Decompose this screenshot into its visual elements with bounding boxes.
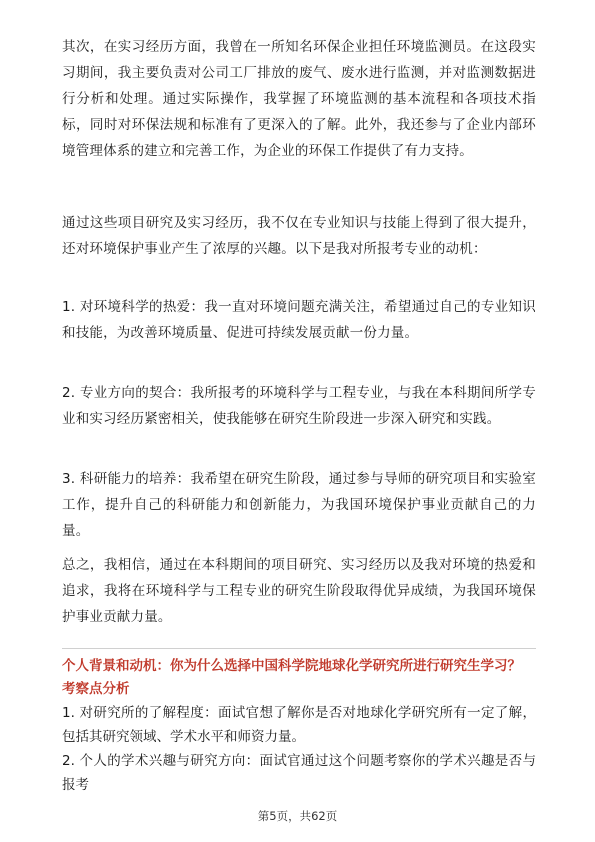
- paragraph-internship: 其次，在实习经历方面，我曾在一所知名环保企业担任环境监测员。在这段实习期间，我主要负责对公司工厂排放的废气、废水进行监测，并对监测数据进行分析和处理。通过实际操作，我掌握了环境监测的基本流程和各项技术指标，同时对环保法规和标准有了更深入的了解。此外，我还参与了企业内部环境管理体系的建立和完善工作，为企业的环保工作提供了有力支持。: [62, 39, 536, 159]
- analysis-point-2: 2. 个人的学术兴趣与研究方向：面试官通过这个问题考察你的学术兴趣是否与报考: [62, 753, 536, 793]
- page-number-footer: 第5页，共62页: [257, 809, 338, 823]
- section-divider: [62, 648, 536, 649]
- paragraph-point-1: 1. 对环境科学的热爱：我一直对环境问题充满关注，希望通过自己的专业知识和技能，为改善环境质量、促进可持续发展贡献一份力量。: [62, 299, 536, 341]
- paragraph-point-3: 3. 科研能力的培养：我希望在研究生阶段，通过参与导师的研究项目和实验室工作，提升自己的科研能力和创新能力，为我国环境保护事业贡献自己的力量。: [62, 471, 536, 539]
- analysis-point-1: 1. 对研究所的了解程度：面试官想了解你是否对地球化学研究所有一定了解，包括其研究领域、学术水平和师资力量。: [62, 705, 536, 745]
- interview-question: 个人背景和动机：你为什么选择中国科学院地球化学研究所进行研究生学习？: [62, 658, 521, 674]
- paragraph-motivation-intro: 通过这些项目研究及实习经历，我不仅在专业知识与技能上得到了很大提升，还对环境保护事业产生了浓厚的兴趣。以下是我对所报考专业的动机：: [62, 215, 536, 257]
- analysis-heading: 考察点分析: [62, 681, 130, 697]
- paragraph-point-2: 2. 专业方向的契合：我所报考的环境科学与工程专业，与我在本科期间所学专业和实习经历紧密相关，使我能够在研究生阶段进一步深入研究和实践。: [62, 385, 536, 427]
- paragraph-conclusion: 总之，我相信，通过在本科期间的项目研究、实习经历以及我对环境的热爱和追求，我将在环境科学与工程专业的研究生阶段取得优异成绩，为我国环境保护事业贡献力量。: [62, 557, 536, 625]
